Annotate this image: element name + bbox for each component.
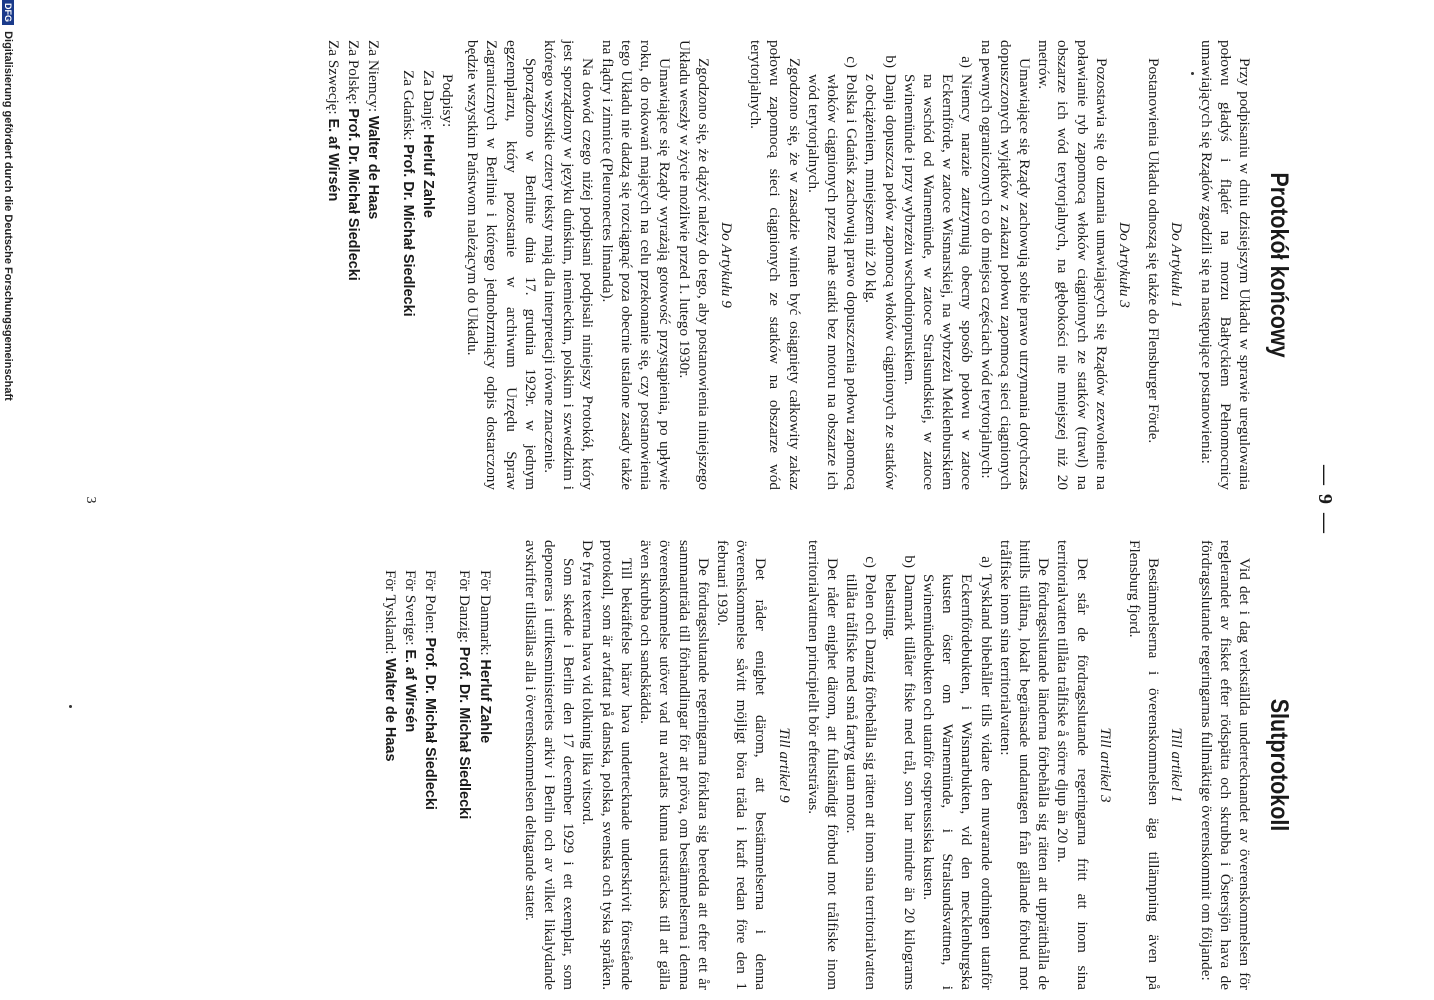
polish-art3-item-a bbox=[900, 40, 977, 490]
swedish-title: Slutprotokoll bbox=[1265, 698, 1293, 832]
signature-line: Za Danję: Herluf Zahle bbox=[419, 70, 437, 218]
polish-heading-art9: Do Artykułu 9 bbox=[717, 222, 735, 308]
swedish-art3-p3: Det råder enighet därom, att fullständigt förbud mot trålfiske inom territorialvattnen principiellt bör eftersträvas. bbox=[804, 540, 841, 990]
swedish-heading-art1: Till artikel 1 bbox=[1168, 727, 1186, 803]
swedish-art9-p2: De fördragsslutande regeringarna förklara sig beredda att efter ett år sammanträda till förhandlingar för att pröva, om bestämmelserna i denna överenskommelse utöver vad nu avtalats kunna utsträckas till att gälla även skrubba och sandskädda. bbox=[637, 540, 712, 990]
swedish-intro: Vid det i dag verkställda undertecknandet av överenskommelsen för reglerandet av fisket efter rödspätta och skrubba i Östersjön hava de fördragsslutande regeringarnas fullmäktige överenskommit om följande: bbox=[1197, 540, 1253, 990]
swedish-signature-list bbox=[380, 540, 495, 990]
digitization-note: Digitalisierung gefördert durch die Deutsche Forschungsgemeinschaft bbox=[2, 31, 14, 401]
polish-column bbox=[323, 40, 1294, 490]
digitization-credit bbox=[2, 0, 14, 1000]
item-text: Danja dopuszcza połów zapomocą włoków ciągnionych ze statków z obciążeniem, mniejszem niż 20 klg. bbox=[862, 74, 899, 490]
signature-line: För Danmark: Herluf Zahle bbox=[476, 570, 494, 744]
polish-art3-p3: Zgodzono się, że w zasadzie winien być osiągnięty całkowity zakaz połowu zapomocą sieci ciągnionych ze statków na obszarze wód terytorjalnych. bbox=[747, 40, 803, 490]
item-text: Polen och Danzig förbehålla sig rätten att inom sina territorialvatten tillåta trålfiske med små fartyg utan motor. bbox=[843, 574, 880, 990]
swedish-art9-p4: Som skedde i Berlin den 17 december 1929 i ett exemplar, som deponeras i utrikesministeriets arkiv i Berlin och av vilket likalydande avskrifter tillställas alla i överenskommelsen deltagande stater. bbox=[521, 540, 578, 990]
polish-heading-art1: Do Artykułu 1 bbox=[1168, 222, 1186, 308]
signature-line: För Tyskland: Walter de Haas bbox=[381, 570, 399, 762]
signature-line: Za Niemcy: Walter de Haas bbox=[365, 40, 383, 220]
dfg-logo: DFG bbox=[2, 0, 14, 25]
scan-speck bbox=[69, 705, 72, 708]
polish-art3-p1: Pozostawia się do uznania umawiających się Rządów zezwolenie na poławianie ryb zapomocą włoków ciągnionych ze statków (trawl) na obszarze ich wód terytorjalnych, na głębokości nie mniejszej niż 20 metrów. bbox=[1035, 40, 1110, 490]
swedish-art1-text: Bestämmelserna i överenskommelsen äga tillämpning även på Flensburg fjord. bbox=[1125, 540, 1163, 990]
scan-speck bbox=[1191, 72, 1194, 75]
polish-art3-item-b bbox=[861, 40, 899, 490]
page-number: — 9 — bbox=[1314, 465, 1336, 535]
item-label: c) bbox=[843, 56, 861, 68]
signature-line: För Sverige: E. af Wirsén bbox=[402, 570, 420, 733]
swedish-art9-p3: Till bekräftelse härav hava undertecknade underskrivit förestående protokoll, som är avfattat på danska, polska, svenska och tyska språken. De fyra texterna hava vid tolkning lika vitsord. bbox=[579, 540, 635, 990]
item-text: Tyskland bibehåller tills vidare den nuvarande ordningen utanför Eckernfördebukten, i Wismarbukten, vid den mecklenburgska kusten öster om Warnemünde, i Stralsundsvattnen, i Swinemündebukten och utanför ostpreussiska kusten. bbox=[919, 574, 995, 990]
polish-signature-list bbox=[323, 40, 438, 490]
item-label: a) bbox=[958, 56, 976, 68]
item-label: a) bbox=[977, 556, 995, 568]
polish-art9-p2: Umawiające się Rządy wyrażają gotowość przystąpienia, po upływie roku, do rokowań mających na celu przekonanie się, czy postanowienia tego Układu nie dadzą się rozciągnąć poza obecnie ustalone zasady także na flądry i zimnice (Pleuronectes limanda). bbox=[598, 40, 674, 490]
item-text: Polska i Gdańsk zachowują prawo dopuszczenia połowu zapomocą włoków ciągnionych przez małe statki bez motoru na obszarze ich wód terytorjalnych. bbox=[804, 74, 861, 490]
polish-art1-text: Postanowienia Układu odnoszą się także do Flensburger Förde. bbox=[1145, 58, 1163, 444]
item-label: c) bbox=[862, 556, 880, 568]
polish-intro: Przy podpisaniu w dniu dzisiejszym Układu w sprawie uregulowania połowu gładyś i flądér na morzu Bałtyckiem Pełnomocnicy umawiających się Rządów zgodzili się na następujące postanowienia: bbox=[1197, 40, 1253, 490]
signature-line: Za Gdańsk: Prof. Dr. Michał Siedlecki bbox=[399, 70, 417, 317]
swedish-art3-p2: De fördragsslutande länderna förbehålla sig rätten att upprätthålla de hittills tillåtna, lokalt begränsade undantagen från gällande förbud mot trålfiske inom sina territorialvatten: bbox=[996, 540, 1053, 990]
swedish-heading-art9: Till artikel 9 bbox=[775, 727, 793, 803]
swedish-art3-p1: Det står de fördragsslutande regeringarna fritt att inom sina territorialvatten tillåta trålfiske å större djup än 20 m. bbox=[1054, 540, 1091, 990]
item-text: Danmark tillåter fiske med trål, som har mindre än 20 kilograms belastning. bbox=[881, 574, 918, 990]
item-text: Niemcy narazie zatrzymują obecny sposób połowu w zatoce Eckernförde, w zatoce Wismarskiej, na wybrzeżu Meklenburskiem na wschód od Warnemünde, w zatoce Stralsundskiej, w zatoce Swinemünde i przy wybrzeżu wschodniopruskiem. bbox=[900, 74, 976, 490]
polish-heading-art3: Do Artykułu 3 bbox=[1115, 222, 1133, 308]
polish-art3-p2: Umawiające się Rządy zachowują sobie prawo utrzymania dotychczas dopuszczonych wyjątków z zakazu połowu zapomocą sieci ciągnionych na pewnych ograniczonych co do miejsca częściach wód terytorjalnych: bbox=[977, 40, 1033, 490]
signature-line: Za Polskę: Prof. Dr. Michał Siedlecki bbox=[345, 40, 363, 281]
polish-title: Protokół końcowy bbox=[1265, 172, 1293, 358]
signature-line: För Polen: Prof. Dr. Michał Siedlecki bbox=[422, 570, 440, 810]
polish-art9-p3: Na dowód czego niżej podpisani podpisali niniejszy Protokół, który jest sporządzony w języku duńskim, niemieckim, polskim i szwedzkim i którego wszystkie cztery teksty mają dla interpretacji równe znaczenie. bbox=[541, 40, 597, 490]
signature-line: Za Szwecję: E. af Wirsén bbox=[325, 40, 343, 202]
polish-art9-p1: Zgodzono się, że dążyć należy do tego, aby postanowienia niniejszego Układu weszły w życie możliwie przed 1. lutego 1930r. bbox=[675, 40, 712, 490]
item-label: b) bbox=[900, 555, 918, 568]
swedish-art3-item-c bbox=[842, 540, 880, 990]
footer-page-number: 3 bbox=[83, 496, 98, 504]
signature-line: För Danzig: Prof. Dr. Michał Siedlecki bbox=[456, 570, 474, 820]
swedish-heading-art3: Till artikel 3 bbox=[1096, 727, 1114, 803]
polish-signatures-header: Podpisy: bbox=[439, 74, 457, 128]
polish-art9-p4: Sporządzono w Berlinie dnia 17. grudnia 1929r. w jednym egzemplarzu, który pozostanie w archiwum Urzędu Spraw Zagranicznych w Berlinie i którego jednobrzmiący odpis dostarczony będzie wszystkim Państwom należącym do Układu. bbox=[464, 40, 539, 490]
swedish-art9-p1: Det råder enighet därom, att bestämmelserna i denna överenskommelse såvitt möjligt böra träda i kraft redan före den 1 februari 1930. bbox=[713, 540, 770, 990]
item-label: b) bbox=[881, 55, 899, 68]
swedish-art3-item-b bbox=[880, 540, 918, 990]
swedish-art3-item-a bbox=[919, 540, 996, 990]
polish-art3-item-c bbox=[804, 40, 862, 490]
swedish-column bbox=[380, 540, 1294, 990]
